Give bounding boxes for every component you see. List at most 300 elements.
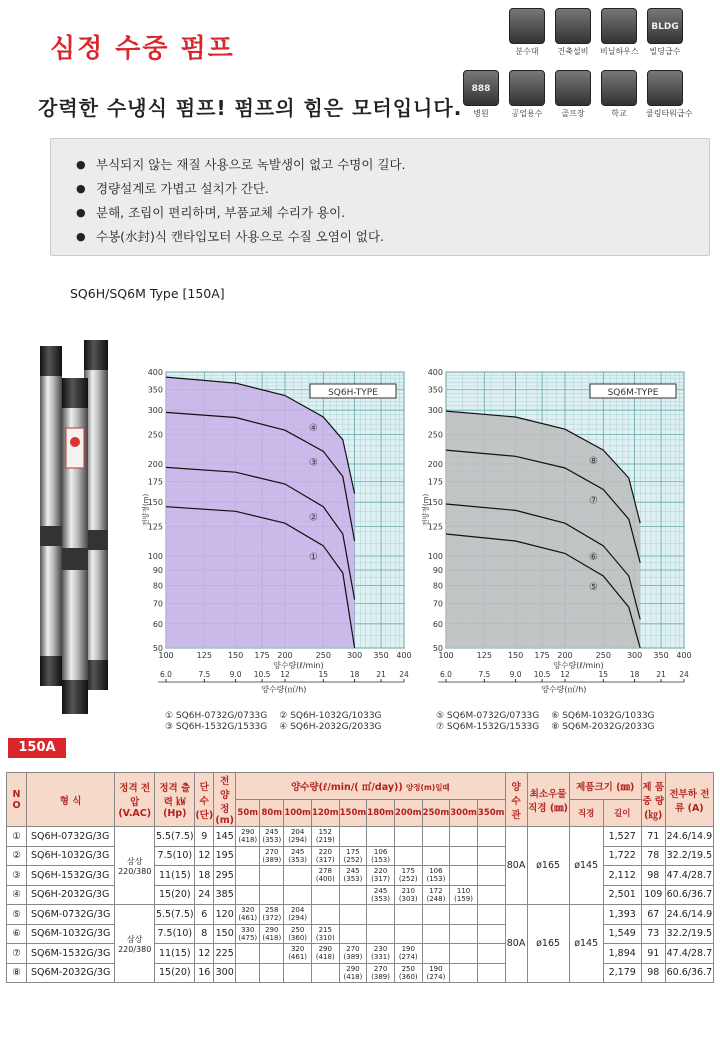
y-tick-label: 80 [432,581,443,591]
x-axis-label: 양수량(ℓ/min) [553,661,604,670]
flow-value: 320 [290,945,305,954]
row-output: 11(15) [155,866,195,886]
curve-label: ⑦ [588,495,598,507]
y-tick-label: 60 [152,619,163,629]
y-tick-label: 90 [432,565,443,575]
application-item [462,70,500,119]
th-flow-label: 양수량(ℓ/min/( ㎥/day)) [291,782,403,793]
application-label: 분수대 [515,47,539,56]
flow-value: 172 [429,886,443,895]
table-row [7,944,714,964]
row-flow [367,963,395,983]
row-flow [394,924,422,944]
chart-sq6m [420,366,710,716]
row-model: SQ6M-1032G/3G [27,924,115,944]
flow-value: 245 [290,847,305,856]
row-model: SQ6H-2032G/3G [27,885,115,905]
row-flow [236,866,260,886]
legend-item: ③ SQ6H-1532G/1533G [165,722,268,732]
row-no: ① [7,827,27,847]
flow-value: 175 [346,847,360,856]
row-flow [422,866,450,886]
flow-day-value: (418) [238,836,258,845]
row-pipe: 80A [505,905,527,983]
flow-value: 245 [265,828,279,837]
x2-tick-label: 12 [560,670,570,679]
row-weight: 78 [641,846,665,866]
th-output: 정격 출력 ㎾(Hp) [155,773,195,827]
row-output: 5.5(7.5) [155,827,195,847]
table-row [7,885,714,905]
row-flow [339,885,367,905]
row-output: 7.5(10) [155,846,195,866]
row-flow [394,846,422,866]
legend-item: ⑥ SQ6M-1032G/1033G [551,711,655,721]
flow-value: 210 [401,886,415,895]
x-axis-label: 양수량(ℓ/min) [273,661,324,670]
x2-tick-label: 18 [629,670,640,679]
flow-day-value: (153) [371,855,390,864]
row-no: ⑦ [7,944,27,964]
y-tick-label: 350 [147,385,163,395]
row-flow [236,846,260,866]
row-flow [284,827,312,847]
row-length: 2,501 [603,885,641,905]
row-output: 15(20) [155,963,195,983]
flow-value: 220 [373,867,388,876]
th-current: 전부하 전류 (A) [665,773,713,827]
flow-day-value: (418) [343,972,363,981]
table-row [7,963,714,983]
th-flow-col: 180m [367,800,395,827]
row-flow [450,885,478,905]
flow-value: 320 [241,906,255,915]
row-flow [422,963,450,983]
row-flow [284,885,312,905]
application-label: 공업용수 [511,109,543,118]
row-flow [311,885,339,905]
x2-tick-label: 7.5 [478,670,491,679]
row-flow [422,827,450,847]
table-row [7,924,714,944]
flow-day-value: (294) [288,914,308,923]
row-no: ⑤ [7,905,27,925]
x2-tick-label: 15 [318,670,329,679]
row-flow [450,866,478,886]
legend-item: ⑤ SQ6M-0732G/0733G [436,711,540,721]
th-pipe: 양 수 관 [505,773,527,827]
application-label: 학교 [611,109,627,118]
row-flow [311,924,339,944]
row-flow [450,924,478,944]
row-flow [450,905,478,925]
flow-day-value: (353) [371,894,390,903]
row-flow [367,924,395,944]
legend-item: ② SQ6H-1032G/1033G [279,711,382,721]
row-flow [311,866,339,886]
row-flow [311,905,339,925]
y-tick-label: 400 [427,368,443,377]
row-flow [311,944,339,964]
flow-day-value: (274) [398,953,418,962]
row-stages: 6 [195,905,214,925]
row-head: 195 [214,846,236,866]
th-weight: 제 품 중 량 (㎏) [641,773,665,827]
flow-value: 110 [456,886,471,895]
chart-sq6m-legend [436,711,655,733]
x-tick-label: 150 [227,651,244,660]
row-flow [339,866,367,886]
row-current: 47.4/28.7 [665,866,713,886]
row-flow [284,944,312,964]
y-tick-label: 250 [427,430,443,440]
flow-day-value: (317) [315,855,335,864]
row-stages: 24 [195,885,214,905]
x2-tick-label: 10.5 [253,670,271,679]
row-current: 47.4/28.7 [665,944,713,964]
row-flow [260,944,284,964]
th-flow-col: 80m [260,800,284,827]
th-voltage: 정격 전압 (V.AC) [115,773,155,827]
y-tick-label: 300 [427,406,443,416]
row-current: 24.6/14.9 [665,827,713,847]
row-flow [260,827,284,847]
table-row [7,905,714,925]
curve-label: ① [308,551,318,563]
legend-item: ⑧ SQ6M-2032G/2033G [551,722,655,732]
row-voltage [115,905,155,983]
flow-day-value: (294) [288,836,308,845]
row-head: 145 [214,827,236,847]
flow-value: 330 [241,925,255,934]
feature-item: ● 부식되지 않는 재질 사용으로 녹발생이 없고 수명이 길다. [76,153,709,177]
building-crane-icon [555,8,591,44]
row-voltage [115,827,155,905]
th-flow-col: 50m [236,800,260,827]
row-weight: 73 [641,924,665,944]
chart-title: SQ6M-TYPE [607,388,659,398]
x2-tick-label: 6.0 [440,670,452,679]
row-output: 15(20) [155,885,195,905]
legend-item: ⑦ SQ6M-1532G/1533G [436,722,540,732]
row-head: 295 [214,866,236,886]
flow-value: 245 [346,867,360,876]
row-flow [367,827,395,847]
row-flow [422,846,450,866]
th-flow [236,773,505,800]
flow-value: 290 [346,964,360,973]
x2-axis-label: 양수량(㎥/h) [541,685,587,694]
x-tick-label: 125 [196,651,212,660]
flow-value: 220 [318,847,332,856]
row-flow [394,944,422,964]
flow-value: 290 [318,945,332,954]
th-stages: 단 수 (단) [195,773,214,827]
row-flow [394,866,422,886]
row-flow [339,924,367,944]
x2-tick-label: 6.0 [160,670,172,679]
row-flow [311,846,339,866]
x2-tick-label: 9.0 [229,670,242,679]
bldg-icon: BLDG [647,8,683,44]
spec-table [6,772,714,983]
row-flow [477,866,505,886]
application-item [646,8,684,57]
y-tick-label: 175 [147,477,163,487]
row-model: SQ6M-0732G/3G [27,905,115,925]
row-model: SQ6M-2032G/3G [27,963,115,983]
row-weight: 67 [641,905,665,925]
y-tick-label: 250 [147,430,163,440]
th-flow-col: 100m [284,800,312,827]
flow-day-value: (418) [262,933,282,942]
y-tick-label: 50 [432,644,443,653]
flow-day-value: (303) [398,894,418,903]
x-tick-label: 200 [277,651,293,660]
row-pipe: 80A [505,827,527,905]
pump-left [40,346,62,686]
flow-value: 245 [373,886,388,895]
row-bore: ø165 [527,905,569,983]
flow-value: 290 [241,828,255,837]
flow-value: 270 [373,964,388,973]
row-stages: 18 [195,866,214,886]
factory-icon [509,70,545,106]
row-flow [394,827,422,847]
row-flow [339,963,367,983]
th-flow-col: 250m [422,800,450,827]
row-dia: ø145 [569,827,603,905]
th-dims: 제품크기 (㎜) [569,773,641,800]
flow-day-value: (219) [315,836,335,845]
curve-label: ④ [308,422,318,434]
th-flow-sub: 양정(m)일때 [406,783,450,792]
x-tick-label: 350 [373,651,389,660]
flow-day-value: (353) [343,875,363,884]
y-tick-label: 150 [147,498,163,508]
flow-value: 152 [318,828,332,837]
row-flow [260,924,284,944]
row-no: ② [7,846,27,866]
row-flow [450,846,478,866]
row-flow [236,963,260,983]
row-no: ④ [7,885,27,905]
row-flow [394,963,422,983]
curve-label: ⑤ [588,582,598,594]
th-bore: 최소우물 직경 (㎜) [527,773,569,827]
application-label: 골프장 [561,109,585,118]
flow-value: 204 [290,906,305,915]
row-length: 2,112 [603,866,641,886]
row-stages: 12 [195,846,214,866]
th-dia: 직경 [569,800,603,827]
row-stages: 9 [195,827,214,847]
row-no: ⑧ [7,963,27,983]
application-label: 비닐하우스 [600,47,639,56]
row-flow [284,924,312,944]
application-item [600,70,638,119]
page-title: 심정 수중 펌프 [50,34,235,64]
size-badge: 150A [8,738,66,758]
flow-day-value: (353) [288,855,308,864]
y-tick-label: 50 [152,644,163,653]
row-no: ⑥ [7,924,27,944]
flow-value: 270 [265,847,279,856]
application-label: 병원 [473,109,489,118]
flow-value: 270 [346,945,360,954]
table-row [7,827,714,847]
greenhouse-icon [601,8,637,44]
x2-tick-label: 24 [679,670,689,679]
row-flow [367,944,395,964]
application-item [554,8,592,57]
row-flow [236,944,260,964]
flow-day-value: (461) [288,953,308,962]
application-item [554,70,592,119]
flow-day-value: (274) [426,972,446,981]
row-flow [339,827,367,847]
row-flow [477,905,505,925]
x2-tick-label: 10.5 [533,670,551,679]
row-flow [477,924,505,944]
flow-day-value: (353) [262,836,282,845]
th-head: 전 양 정 (m) [214,773,236,827]
th-length: 길이 [603,800,641,827]
x-tick-label: 125 [476,651,492,660]
pump-product-image [36,338,128,718]
row-flow [284,963,312,983]
flow-day-value: (389) [371,972,390,981]
flow-value: 258 [265,906,279,915]
legend-item: ④ SQ6H-2032G/2033G [279,722,382,732]
row-flow [284,866,312,886]
table-row [7,866,714,886]
flow-day-value: (418) [315,953,335,962]
school-icon [601,70,637,106]
y-tick-label: 90 [152,565,163,575]
flow-value: 190 [429,964,443,973]
row-length: 1,722 [603,846,641,866]
flow-value: 250 [290,925,305,934]
row-flow [260,905,284,925]
y-tick-label: 300 [147,406,163,416]
y-tick-label: 125 [427,522,443,532]
flow-day-value: (153) [426,875,446,884]
y-axis-label: 전양정(m) [422,493,430,527]
row-output: 11(15) [155,944,195,964]
row-flow [311,827,339,847]
row-flow [450,963,478,983]
legend-item: ① SQ6H-0732G/0733G [165,711,268,721]
x-tick-label: 300 [346,651,363,660]
application-item [508,8,546,57]
flow-day-value: (360) [288,933,308,942]
row-flow [260,963,284,983]
page-subtitle: 강력한 수냉식 펌프! 펌프의 힘은 모터입니다. [38,96,463,120]
row-flow [394,905,422,925]
row-output: 7.5(10) [155,924,195,944]
curve-label: ② [308,512,318,524]
x2-tick-label: 9.0 [509,670,522,679]
row-current: 60.6/36.7 [665,885,713,905]
y-tick-label: 100 [427,552,443,561]
application-label: 건축설비 [557,47,589,56]
flow-value: 190 [401,945,415,954]
flow-day-value: (389) [343,953,363,962]
th-flow-col: 120m [311,800,339,827]
row-weight: 109 [641,885,665,905]
y-tick-label: 70 [432,599,443,609]
flow-day-value: (159) [454,894,473,903]
row-flow [367,866,395,886]
row-model: SQ6H-1532G/3G [27,866,115,886]
row-flow [367,905,395,925]
flow-day-value: (317) [371,875,390,884]
x-tick-label: 400 [676,651,692,660]
th-flow-col: 150m [339,800,367,827]
x-tick-label: 300 [626,651,643,660]
voltage-value: 삼상 220/380 [118,856,152,876]
flow-day-value: (389) [262,855,282,864]
y-tick-label: 200 [427,460,443,469]
row-weight: 91 [641,944,665,964]
golf-icon [555,70,591,106]
y-tick-label: 350 [427,385,443,395]
flow-value: 290 [265,925,279,934]
flow-value: 204 [290,828,305,837]
y-tick-label: 70 [152,599,163,609]
y-tick-label: 150 [427,498,443,508]
row-head: 300 [214,963,236,983]
x-tick-label: 350 [653,651,669,660]
flow-value: 175 [401,867,415,876]
row-length: 1,527 [603,827,641,847]
flow-day-value: (331) [371,953,390,962]
row-flow [477,885,505,905]
row-current: 32.2/19.5 [665,846,713,866]
row-stages: 12 [195,944,214,964]
x2-tick-label: 24 [399,670,409,679]
application-item [508,70,546,119]
row-model: SQ6H-0732G/3G [27,827,115,847]
flow-day-value: (372) [262,914,282,923]
feature-box [50,138,710,256]
row-flow [311,963,339,983]
flow-day-value: (248) [426,894,446,903]
fountain-icon [509,8,545,44]
row-weight: 71 [641,827,665,847]
x-tick-label: 175 [254,651,270,660]
row-flow [284,846,312,866]
y-tick-label: 200 [147,460,163,469]
x-tick-label: 400 [396,651,412,660]
feature-item: ● 경량설계로 가볍고 설치가 간단. [76,177,709,201]
row-flow [477,827,505,847]
curve-label: ⑧ [588,456,598,468]
flow-day-value: (252) [398,875,418,884]
chart-sq6h [140,366,420,716]
voltage-value: 삼상 220/380 [118,934,152,954]
y-tick-label: 80 [152,581,163,591]
row-flow [477,846,505,866]
row-flow [260,866,284,886]
row-head: 225 [214,944,236,964]
row-head: 120 [214,905,236,925]
flow-value: 230 [373,945,388,954]
row-length: 1,894 [603,944,641,964]
curve-label: ③ [308,457,318,469]
row-flow [236,905,260,925]
